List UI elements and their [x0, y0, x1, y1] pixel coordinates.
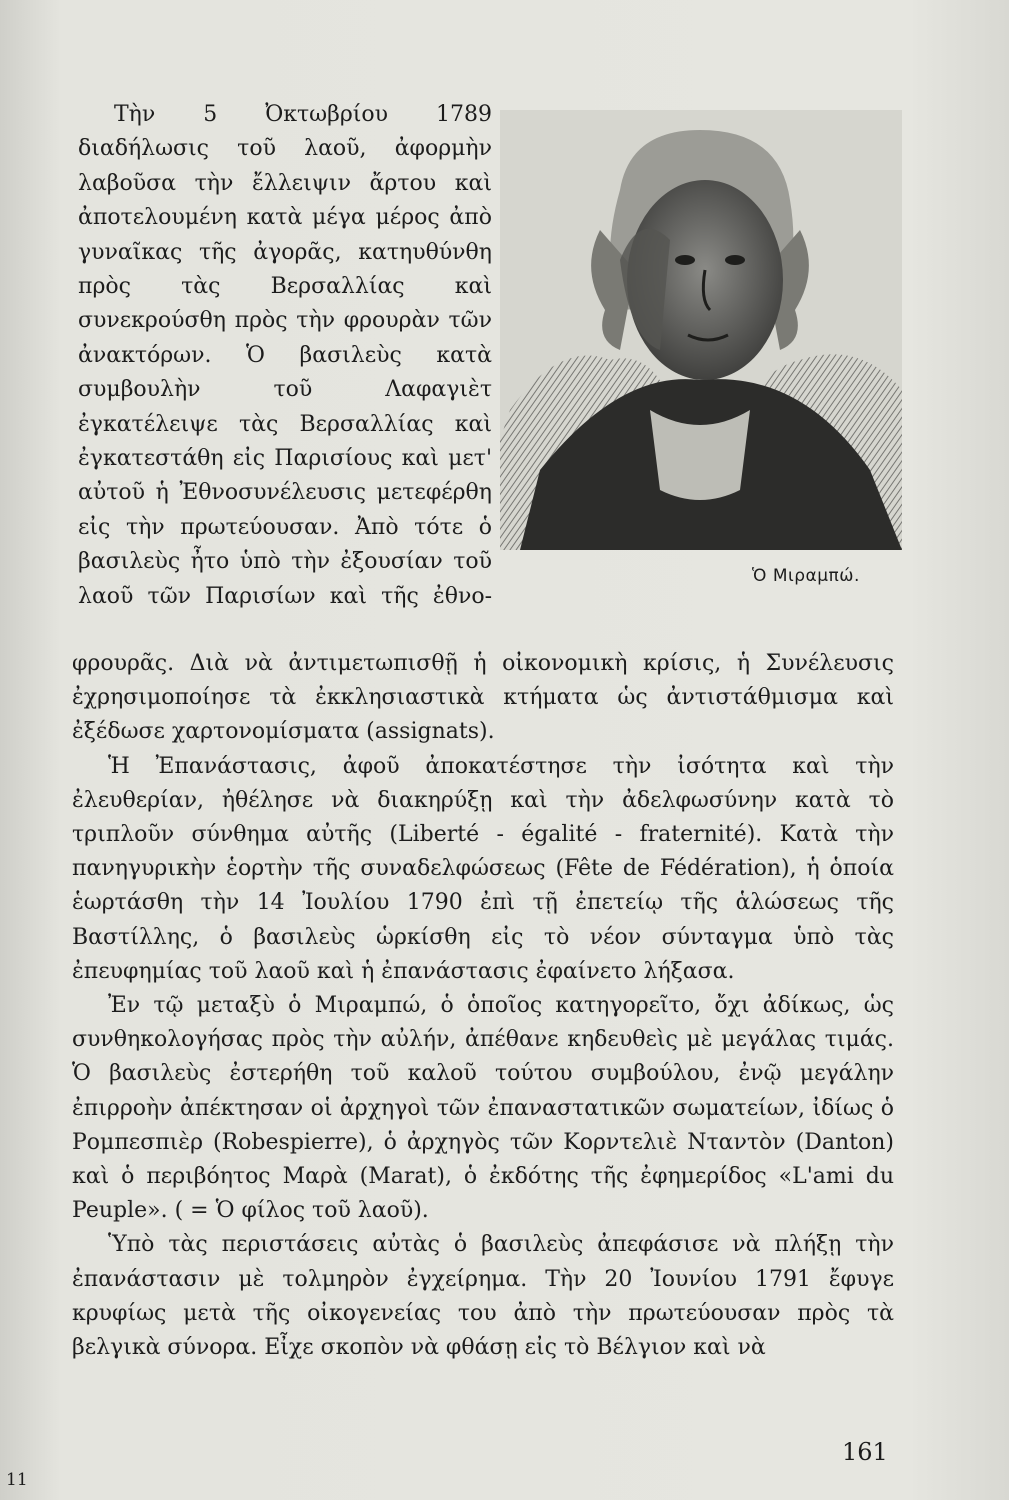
main-text [72, 647, 894, 1365]
paragraph-1-continuation: φρουρᾶς. Διὰ νὰ ἀντιμετωπισθῇ ἡ οἰκονομικὴ κρίσις, ἡ Συνέλευσις ἐχρησιμοποίησε τὰ ἐκκλησιαστικὰ κτήματα ὡς ἀντιστάθμισμα καὶ ἐξέδωσε χαρτονομίσματα (assignats). [72, 651, 894, 745]
intro-paragraph: Τὴν 5 Ὀκτωβρίου 1789 διαδήλωσις τοῦ λαοῦ, ἀφορμὴν λαβοῦσα τὴν ἔλλειψιν ἄρτου καὶ ἀποτελουμένη κατὰ μέγα μέρος ἀπὸ γυναῖκας τῆς ἀγορᾶς, κατηυθύνθη πρὸς τὰς Βερσαλλίας καὶ συνεκρούσθη πρὸς τὴν φρουρὰν τῶν ἀνακτόρων. Ὁ βασιλεὺς κατὰ συμβουλὴν τοῦ Λαφαγιὲτ ἐγκατέλειψε τὰς Βερσαλλίας καὶ ἐγκατεστάθη εἰς Παρισίους καὶ μετ' αὐτοῦ ἡ Ἐθνοσυνέλευσις μετεφέρθη εἰς τὴν πρωτεύουσαν. Ἀπὸ τότε ὁ βασιλεὺς ἦτο ὑπὸ τὴν ἐξουσίαν τοῦ λαοῦ τῶν Παρισίων καὶ τῆς ἐθνο- [78, 102, 492, 609]
signature-mark: 11 [6, 1470, 28, 1490]
paragraph-4: Ὑπὸ τὰς περιστάσεις αὐτὰς ὁ βασιλεὺς ἀπεφάσισε νὰ πλήξῃ τὴν ἐπανάστασιν μὲ τολμηρὸν ἐγχείρημα. Τὴν 20 Ἰουνίου 1791 ἔφυγε κρυφίως μετὰ τῆς οἰκογενείας του ἀπὸ τὴν πρωτεύουσαν πρὸς τὰ βελγικὰ σύνορα. Εἶχε σκοπὸν νὰ φθάσῃ εἰς τὸ Βέλγιον καὶ νὰ [72, 1232, 894, 1361]
figure-caption: Ὁ Μιραμπώ. [752, 566, 860, 586]
paragraph-2: Ἡ Ἐπανάστασις, ἀφοῦ ἀποκατέστησε τὴν ἰσότητα καὶ τὴν ἐλευθερίαν, ἠθέλησε νὰ διακηρύξῃ καὶ τὴν ἀδελφωσύνην κατὰ τὸ τριπλοῦν σύνθημα αὐτῆς (Liberté - égalité - fraternité). Κατὰ τὴν πανηγυρικὴν ἑορτὴν τῆς συναδελφώσεως (Fête de Fédération), ἡ ὁποία ἑωρτάσθη τὴν 14 Ἰουλίου 1790 ἐπὶ τῇ ἐπετείῳ τῆς ἁλώσεως τῆς Βαστίλλης, ὁ βασιλεὺς ὡρκίσθη εἰς τὸ νέον σύνταγμα ὑπὸ τὰς ἐπευφημίας τοῦ λαοῦ καὶ ἡ ἐπανάστασις ἐφαίνετο λήξασα. [72, 753, 894, 984]
intro-column [78, 98, 492, 614]
portrait-figure [500, 110, 902, 550]
paragraph-3: Ἐν τῷ μεταξὺ ὁ Μιραμπώ, ὁ ὁποῖος κατηγορεῖτο, ὄχι ἀδίκως, ὡς συνθηκολογήσας πρὸς τὴν αὐλήν, ἀπέθανε κηδευθεὶς μὲ μεγάλας τιμάς. Ὁ βασιλεὺς ἐστερήθη τοῦ καλοῦ τούτου συμβούλου, ἐνῷ μεγάλην ἐπιρροὴν ἀπέκτησαν οἱ ἀρχηγοὶ τῶν ἐπαναστατικῶν σωματείων, ἰδίως ὁ Ρομπεσπιὲρ (Robespierre), ὁ ἀρχηγὸς τῶν Κορντελιὲ Νταντὸν (Danton) καὶ ὁ περιβόητος Μαρὰ (Marat), ὁ ἐκδότης τῆς ἐφημερίδος «L'ami du Peuple». ( = Ὁ φίλος τοῦ λαοῦ). [72, 993, 894, 1224]
page-number: 161 [842, 1438, 888, 1466]
portrait-engraving [500, 110, 902, 550]
